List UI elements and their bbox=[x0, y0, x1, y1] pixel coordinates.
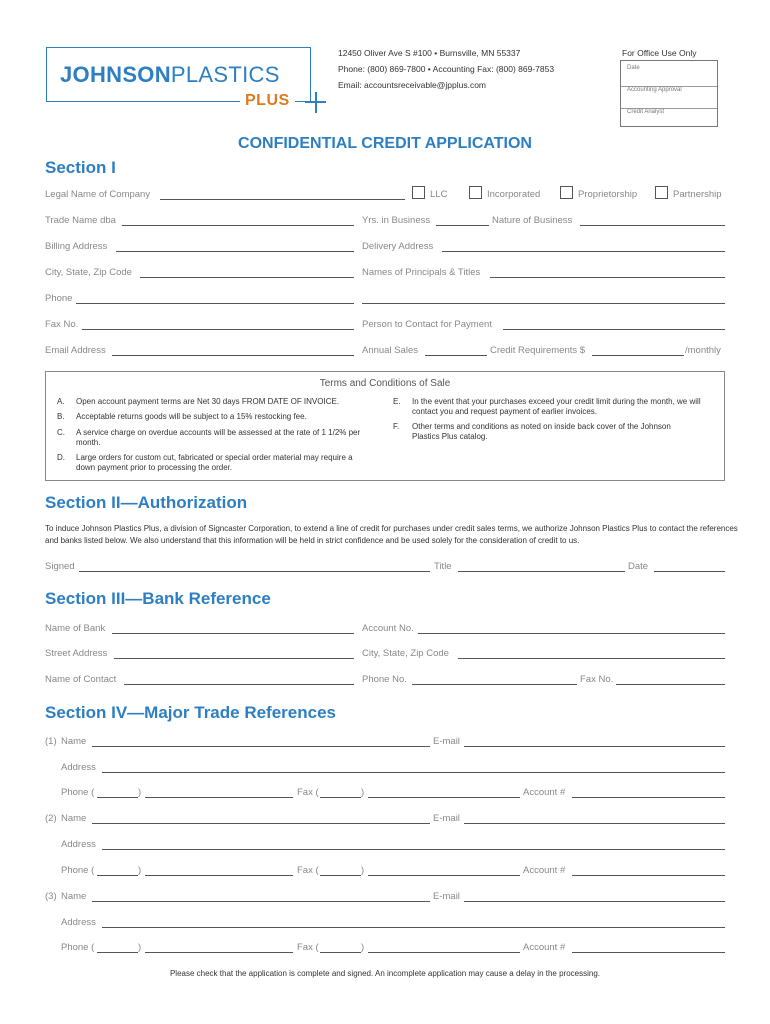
contact-phone: Phone: (800) 869-7800 • Accounting Fax: (800) 869-7853 bbox=[338, 64, 555, 74]
ref-fax-paren: ) bbox=[361, 942, 365, 953]
signed-label: Signed bbox=[45, 561, 75, 572]
legal-name-field[interactable] bbox=[160, 199, 405, 200]
bank-city-field[interactable] bbox=[458, 658, 725, 659]
email-label: Email Address bbox=[45, 345, 106, 356]
billing-address-label: Billing Address bbox=[45, 241, 108, 252]
ref-name-field[interactable] bbox=[92, 901, 430, 902]
term-text: Other terms and conditions as noted on inside back cover of the Johnson Plastics Plus catalog. bbox=[412, 422, 671, 441]
ref-fax-area-field[interactable] bbox=[320, 875, 361, 876]
term-letter: E. bbox=[393, 397, 401, 406]
annual-sales-label: Annual Sales bbox=[362, 345, 418, 356]
ref-account-label: Account # bbox=[523, 865, 566, 876]
term-text: Open account payment terms are Net 30 days FROM DATE OF INVOICE. bbox=[76, 397, 340, 406]
phone-field[interactable] bbox=[76, 303, 354, 304]
ref-email-field[interactable] bbox=[464, 901, 725, 902]
ref-phone-field[interactable] bbox=[145, 797, 293, 798]
page-title: CONFIDENTIAL CREDIT APPLICATION bbox=[238, 135, 532, 152]
trade-name-field[interactable] bbox=[122, 225, 354, 226]
ref-address-label: Address bbox=[61, 917, 96, 928]
plus-cross-icon-vertical bbox=[315, 92, 317, 113]
ref-fax-label: Fax ( bbox=[297, 865, 319, 876]
contact-payment-label: Person to Contact for Payment bbox=[362, 319, 492, 330]
term-letter: F. bbox=[393, 422, 400, 431]
trade-name-label: Trade Name dba bbox=[45, 215, 116, 226]
ref-address-label: Address bbox=[61, 762, 96, 773]
logo-plus-wrap bbox=[240, 92, 295, 110]
term-text: Acceptable returns goods will be subject to a 15% restocking fee. bbox=[76, 412, 307, 421]
monthly-label: /monthly bbox=[685, 345, 721, 356]
yrs-business-field[interactable] bbox=[436, 225, 489, 226]
ref-phone-paren: ) bbox=[138, 787, 142, 798]
ref-account-field[interactable] bbox=[572, 797, 725, 798]
contact-name-label: Name of Contact bbox=[45, 674, 117, 685]
bank-phone-field[interactable] bbox=[412, 684, 577, 685]
footer-note: Please check that the application is complete and signed. An incomplete application may cause a delay in the processing. bbox=[169, 969, 601, 978]
llc-label: LLC bbox=[430, 189, 448, 200]
logo-wordmark: JOHNSONPLASTICS bbox=[60, 62, 280, 87]
term-text: A service charge on overdue accounts will be assessed at the rate of 1 1/2% per month. bbox=[76, 428, 361, 447]
ref-number: (1) bbox=[45, 736, 57, 747]
terms-box bbox=[45, 371, 725, 481]
ref-phone-label: Phone ( bbox=[61, 865, 95, 876]
title-label: Title bbox=[434, 561, 452, 572]
ref-number: (3) bbox=[45, 891, 57, 902]
contact-name-field[interactable] bbox=[124, 684, 354, 685]
ref-fax-field[interactable] bbox=[368, 797, 520, 798]
ref-name-field[interactable] bbox=[92, 746, 430, 747]
credit-req-field[interactable] bbox=[592, 355, 684, 356]
principals-field-2[interactable] bbox=[362, 303, 725, 304]
authorization-text: To induce Johnson Plastics Plus, a division of Signcaster Corporation, to extend a line of credit for purchases under credit sales terms, we authorize Johnson Plastics Plus to contact the references and banks listed below. We also understand that this information will be held in strict confidence and be used solely for the consideration of credit to us. bbox=[45, 524, 738, 545]
annual-sales-field[interactable] bbox=[425, 355, 487, 356]
ref-name-label: Name bbox=[61, 813, 87, 824]
term-letter: C. bbox=[57, 428, 65, 437]
date-field[interactable] bbox=[654, 571, 725, 572]
ref-phone-paren: ) bbox=[138, 865, 142, 876]
ref-address-field[interactable] bbox=[102, 927, 725, 928]
date-label: Date bbox=[628, 561, 649, 572]
bank-city-label: City, State, Zip Code bbox=[362, 648, 449, 659]
yrs-business-label: Yrs. in Business bbox=[362, 215, 431, 226]
ref-email-field[interactable] bbox=[464, 823, 725, 824]
ref-phone-area-field[interactable] bbox=[97, 797, 138, 798]
proprietorship-label: Proprietorship bbox=[578, 189, 638, 200]
ref-fax-field[interactable] bbox=[368, 875, 520, 876]
contact-address: 12450 Oliver Ave S #100 • Burnsville, MN 55337 bbox=[338, 48, 521, 58]
partnership-checkbox[interactable] bbox=[655, 186, 668, 199]
bank-name-field[interactable] bbox=[112, 633, 354, 634]
ref-name-field[interactable] bbox=[92, 823, 430, 824]
ref-phone-field[interactable] bbox=[145, 875, 293, 876]
principals-field[interactable] bbox=[490, 277, 725, 278]
section-1-title: Section I bbox=[45, 158, 116, 177]
account-no-field[interactable] bbox=[418, 633, 725, 634]
delivery-address-field[interactable] bbox=[442, 251, 725, 252]
delivery-address-label: Delivery Address bbox=[362, 241, 434, 252]
ref-address-field[interactable] bbox=[102, 849, 725, 850]
logo-plus: PLUS bbox=[245, 92, 290, 109]
ref-email-label: E-mail bbox=[433, 736, 460, 747]
llc-checkbox[interactable] bbox=[412, 186, 425, 199]
incorporated-checkbox[interactable] bbox=[469, 186, 482, 199]
incorporated-label: Incorporated bbox=[487, 189, 541, 200]
ref-fax-field[interactable] bbox=[368, 952, 520, 953]
section-3-title: Section III—Bank Reference bbox=[45, 589, 271, 608]
ref-phone-area-field[interactable] bbox=[97, 875, 138, 876]
ref-email-label: E-mail bbox=[433, 891, 460, 902]
ref-name-label: Name bbox=[61, 736, 87, 747]
term-letter: D. bbox=[57, 453, 65, 462]
office-date-field[interactable]: Date bbox=[621, 65, 717, 87]
ref-name-label: Name bbox=[61, 891, 87, 902]
legal-name-label: Legal Name of Company bbox=[45, 189, 151, 200]
billing-address-field[interactable] bbox=[116, 251, 354, 252]
ref-fax-area-field[interactable] bbox=[320, 797, 361, 798]
ref-phone-paren: ) bbox=[138, 942, 142, 953]
ref-fax-paren: ) bbox=[361, 865, 365, 876]
fax-label: Fax No. bbox=[45, 319, 79, 330]
office-use-title: For Office Use Only bbox=[622, 48, 697, 58]
principals-label: Names of Principals & Titles bbox=[362, 267, 481, 278]
ref-number: (2) bbox=[45, 813, 57, 824]
terms-title: Terms and Conditions of Sale bbox=[319, 378, 451, 389]
ref-account-label: Account # bbox=[523, 942, 566, 953]
nature-business-field[interactable] bbox=[580, 225, 725, 226]
ref-phone-field[interactable] bbox=[145, 952, 293, 953]
office-analyst-field[interactable]: Credit Analyst bbox=[627, 109, 665, 115]
bank-phone-label: Phone No. bbox=[362, 674, 407, 685]
ref-email-label: E-mail bbox=[433, 813, 460, 824]
section-2-title: Section II—Authorization bbox=[45, 493, 248, 512]
ref-account-field[interactable] bbox=[572, 952, 725, 953]
term-text: In the event that your purchases exceed your credit limit during the month, we will contact you and request payment of earlier invoices. bbox=[412, 397, 701, 416]
nature-business-label: Nature of Business bbox=[492, 215, 573, 226]
bank-fax-field[interactable] bbox=[616, 684, 725, 685]
ref-address-label: Address bbox=[61, 839, 96, 850]
account-no-label: Account No. bbox=[362, 623, 414, 634]
email-field[interactable] bbox=[112, 355, 354, 356]
ref-fax-label: Fax ( bbox=[297, 787, 319, 798]
contact-email: Email: accountsreceivable@jpplus.com bbox=[338, 80, 486, 90]
ref-address-field[interactable] bbox=[102, 772, 725, 773]
ref-fax-area-field[interactable] bbox=[320, 952, 361, 953]
ref-phone-label: Phone ( bbox=[61, 942, 95, 953]
street-address-field[interactable] bbox=[114, 658, 354, 659]
ref-phone-label: Phone ( bbox=[61, 787, 95, 798]
ref-account-label: Account # bbox=[523, 787, 566, 798]
ref-account-field[interactable] bbox=[572, 875, 725, 876]
ref-email-field[interactable] bbox=[464, 746, 725, 747]
term-letter: B. bbox=[57, 412, 65, 421]
bank-name-label: Name of Bank bbox=[45, 623, 106, 634]
fax-field[interactable] bbox=[82, 329, 354, 330]
section-4-title: Section IV—Major Trade References bbox=[45, 703, 336, 722]
credit-req-label: Credit Requirements $ bbox=[490, 345, 586, 356]
term-letter: A. bbox=[57, 397, 65, 406]
phone-label: Phone bbox=[45, 293, 73, 304]
ref-fax-paren: ) bbox=[361, 787, 365, 798]
street-address-label: Street Address bbox=[45, 648, 108, 659]
office-use-box bbox=[620, 60, 718, 127]
contact-payment-field[interactable] bbox=[503, 329, 725, 330]
partnership-label: Partnership bbox=[673, 189, 722, 200]
city-state-zip-label: City, State, Zip Code bbox=[45, 267, 132, 278]
term-text: Large orders for custom cut, fabricated or special order material may require a down payment prior to processing the order. bbox=[76, 453, 353, 472]
proprietorship-checkbox[interactable] bbox=[560, 186, 573, 199]
ref-phone-area-field[interactable] bbox=[97, 952, 138, 953]
signature-field[interactable] bbox=[79, 571, 430, 572]
office-approval-field[interactable]: Accounting Approval bbox=[621, 87, 717, 109]
title-field[interactable] bbox=[458, 571, 625, 572]
bank-fax-label: Fax No. bbox=[580, 674, 614, 685]
city-state-zip-field[interactable] bbox=[140, 277, 354, 278]
ref-fax-label: Fax ( bbox=[297, 942, 319, 953]
